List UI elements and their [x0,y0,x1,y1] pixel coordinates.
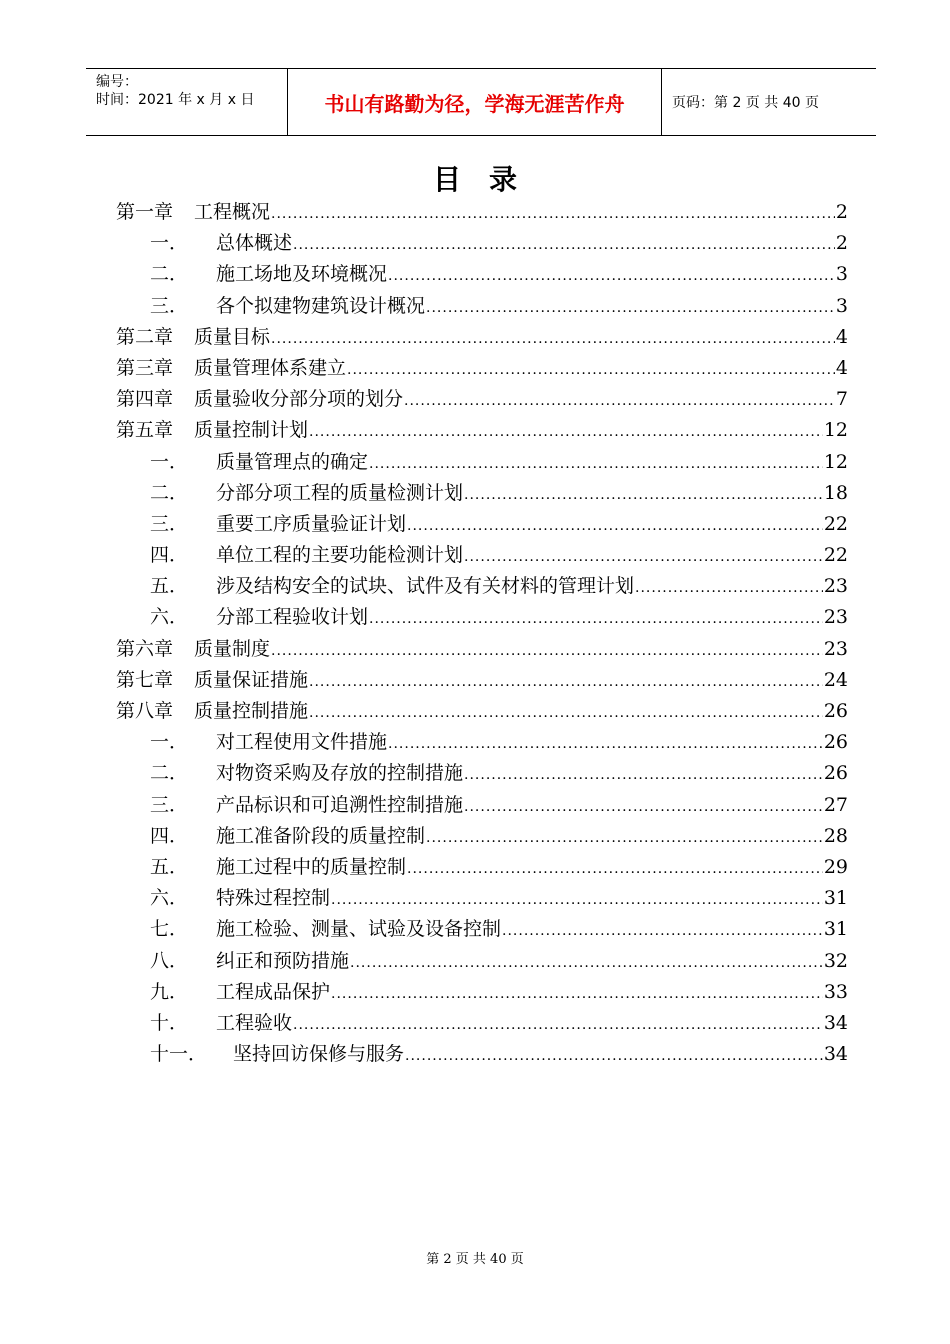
toc-dot-leader [309,667,823,698]
toc-entry-page: 23 [823,575,848,598]
toc-entry-page: 2 [835,201,848,223]
toc-entry[interactable] [116,883,848,914]
toc-entry[interactable] [116,977,848,1008]
toc-entry-number: 十一． [150,1043,208,1066]
toc-entry-title: 对工程使用文件措施 [216,731,388,754]
toc-entry-page: 33 [823,980,848,1003]
toc-entry-page: 23 [823,637,848,660]
toc-entry-number: 三． [150,294,189,317]
toc-entry-number: 十． [150,1011,189,1034]
toc-entry[interactable] [116,758,848,789]
toc-entry-page: 34 [823,1011,848,1034]
toc-entry-number: 三． [150,793,189,816]
toc-entry[interactable] [116,415,848,446]
toc-entry-title: 施工场地及环境概况 [216,263,388,286]
toc-entry-title: 工程概况 [194,201,271,223]
toc-entry-page: 26 [823,762,848,785]
toc-entry-title: 对物资采购及存放的控制措施 [216,762,464,785]
toc-entry[interactable] [116,821,848,852]
toc-dot-leader [405,1041,823,1072]
toc-entry-number: 六． [150,606,189,629]
toc-entry[interactable] [116,197,848,228]
toc-entry-number: 九． [150,980,189,1003]
toc-entry[interactable] [116,291,848,322]
toc-entry-number: 六． [150,887,189,910]
toc-entry-number: 二． [150,762,189,785]
toc-entry-page: 4 [835,356,848,379]
toc-entry-page: 18 [823,481,848,504]
toc-entry-title: 总体概述 [216,232,293,255]
toc-entry-number: 三． [150,512,189,535]
toc-dot-leader [388,729,823,760]
toc-entry-title: 分部分项工程的质量检测计划 [216,481,464,504]
toc-entry-title: 坚持回访保修与服务 [233,1043,405,1066]
toc-entry-title: 分部工程验收计划 [216,606,369,629]
toc-entry-title: 单位工程的主要功能检测计划 [216,544,464,567]
toc-entry[interactable] [116,602,848,633]
toc-entry[interactable] [116,1039,848,1070]
toc-entry-page: 3 [835,294,848,317]
toc-entry-number: 第六章 [116,637,174,660]
toc-dot-leader [407,511,823,542]
toc-entry[interactable] [116,790,848,821]
toc-dot-leader [271,199,835,230]
toc-dot-leader [426,293,835,324]
toc-entry-page: 31 [823,887,848,910]
toc-entry-number: 四． [150,544,189,567]
toc-entry-number: 一． [150,731,189,754]
toc-entry[interactable] [116,322,848,353]
toc-entry[interactable] [116,478,848,509]
toc-entry[interactable] [116,1008,848,1039]
toc-entry[interactable] [116,634,848,665]
toc-entry-title: 工程验收 [216,1011,293,1034]
table-of-contents [116,197,848,1070]
toc-dot-leader [293,230,835,261]
toc-entry-number: 第五章 [116,419,174,442]
toc-entry[interactable] [116,571,848,602]
toc-dot-leader [271,324,835,355]
toc-entry-title: 质量目标 [194,325,271,348]
toc-entry-number: 一． [150,232,189,255]
toc-entry-title: 质量控制措施 [194,700,309,722]
toc-entry-number: 第四章 [116,388,174,411]
toc-entry-page: 12 [823,450,848,473]
toc-dot-leader [309,698,823,729]
toc-entry[interactable] [116,914,848,945]
toc-entry-number: 第七章 [116,668,174,691]
toc-entry[interactable] [116,384,848,415]
toc-entry[interactable] [116,353,848,384]
toc-entry-page: 28 [823,824,848,847]
toc-entry-title: 质量管理体系建立 [194,356,347,379]
toc-entry-title: 产品标识和可追溯性控制措施 [216,793,464,816]
toc-entry[interactable] [116,727,848,758]
toc-dot-leader [464,542,823,573]
toc-entry[interactable] [116,509,848,540]
toc-dot-leader [502,916,823,947]
toc-entry-number: 第二章 [116,325,174,348]
toc-entry[interactable] [116,259,848,290]
toc-entry-page: 22 [823,512,848,535]
toc-entry-page: 27 [823,793,848,816]
toc-dot-leader [426,823,823,854]
toc-entry-page: 22 [823,544,848,567]
toc-entry-page: 34 [823,1043,848,1066]
toc-entry-number: 五． [150,575,189,598]
header-number-label: 编号： [96,74,138,90]
toc-dot-leader [464,480,823,511]
toc-entry[interactable] [116,946,848,977]
toc-entry-page: 26 [823,731,848,754]
toc-dot-leader [271,636,823,667]
toc-entry-number: 四． [150,824,189,847]
toc-entry-page: 2 [835,232,848,255]
toc-entry-page: 29 [823,855,848,878]
toc-entry-title: 纠正和预防措施 [216,949,350,972]
toc-entry-page: 12 [823,419,848,442]
header-time-label: 时间：2021 年 x 月 x 日 [96,92,255,108]
header-page-label: 页码：第 2 页 共 40 页 [672,95,819,111]
toc-entry-number: 八． [150,949,189,972]
page-footer: 第 2 页 共 40 页 [426,1252,524,1267]
toc-title: 目录 [432,163,545,196]
toc-dot-leader [350,948,823,979]
toc-dot-leader [404,386,835,417]
toc-dot-leader [369,449,823,480]
toc-entry-title: 特殊过程控制 [216,887,331,910]
toc-entry-number: 一． [150,450,189,473]
toc-entry-title: 施工检验、测量、试验及设备控制 [216,918,502,941]
toc-entry-page: 3 [835,263,848,286]
toc-entry-page: 31 [823,918,848,941]
toc-entry-title: 各个拟建物建筑设计概况 [216,294,426,317]
toc-dot-leader [331,979,823,1010]
toc-entry-title: 质量控制计划 [194,419,309,442]
toc-entry-number: 二． [150,481,189,504]
toc-entry[interactable] [116,852,848,883]
toc-entry-number: 第八章 [116,700,174,722]
toc-entry-title: 质量管理点的确定 [216,450,369,473]
toc-entry-title: 施工过程中的质量控制 [216,855,407,878]
toc-dot-leader [331,885,823,916]
toc-dot-leader [388,261,835,292]
toc-entry-page: 32 [823,949,848,972]
toc-entry-title: 质量制度 [194,637,271,660]
toc-entry-number: 五． [150,855,189,878]
toc-dot-leader [309,417,823,448]
toc-entry-page: 24 [823,668,848,691]
toc-entry-number: 七． [150,918,189,941]
toc-dot-leader [293,1010,823,1041]
toc-dot-leader [407,854,823,885]
document-header [86,68,876,136]
toc-entry-title: 重要工序质量验证计划 [216,512,407,535]
toc-entry-page: 26 [823,700,848,722]
toc-entry-title: 质量保证措施 [194,668,309,691]
toc-entry[interactable] [116,665,848,696]
toc-dot-leader [369,604,823,635]
header-meta [86,69,287,135]
toc-entry-page: 7 [835,388,848,411]
toc-entry[interactable] [116,228,848,259]
toc-entry-number: 二． [150,263,189,286]
toc-entry-title: 涉及结构安全的试块、试件及有关材料的管理计划 [216,575,635,598]
toc-dot-leader [635,573,823,604]
toc-dot-leader [464,760,823,791]
toc-dot-leader [464,792,823,823]
toc-entry-title: 施工准备阶段的质量控制 [216,824,426,847]
toc-entry[interactable] [116,540,848,571]
toc-entry-title: 工程成品保护 [216,980,331,1003]
toc-entry-number: 第一章 [116,201,174,223]
toc-dot-leader [347,355,835,386]
toc-entry-page: 4 [835,325,848,348]
toc-entry-number: 第三章 [116,356,174,379]
toc-entry[interactable] [116,447,848,478]
toc-entry[interactable] [116,696,848,727]
header-motto: 书山有路勤为径，学海无涯苦作舟 [287,69,662,135]
toc-entry-page: 23 [823,606,848,629]
toc-entry-title: 质量验收分部分项的划分 [194,388,404,411]
